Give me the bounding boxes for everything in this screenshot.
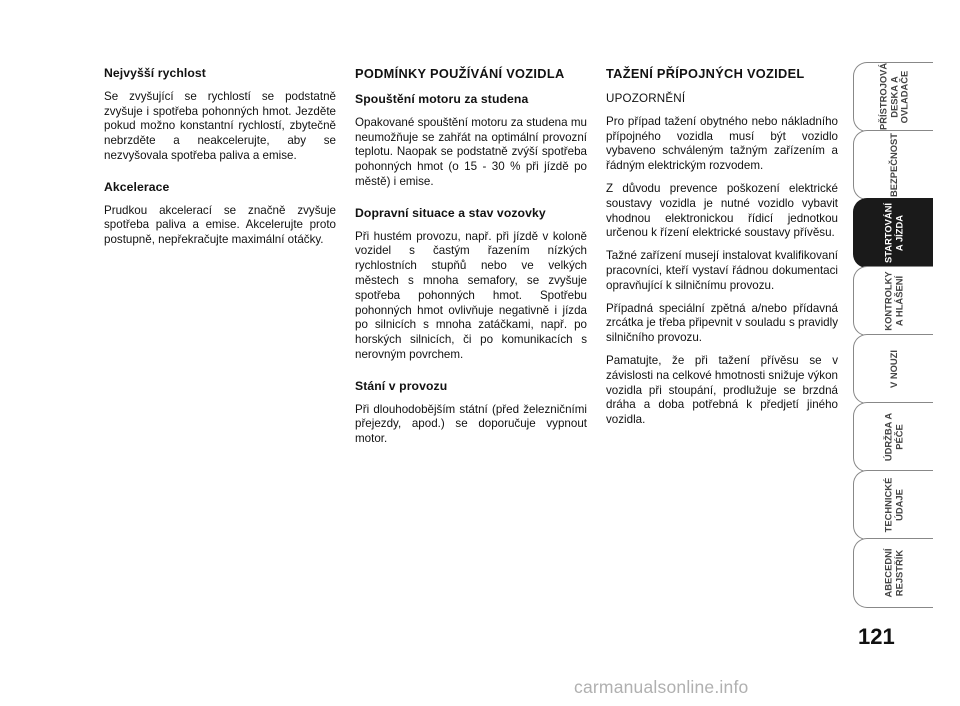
tab-instruments[interactable] (853, 62, 933, 132)
tab-warning-lights[interactable] (853, 266, 933, 336)
tab-starting-driving[interactable] (853, 198, 933, 268)
watermark: carmanualsonline.info (574, 677, 749, 697)
tab-label: BEZPEČNOST (887, 132, 899, 198)
tab-label: STARTOVÁNÍ A JÍZDA (882, 202, 904, 264)
paragraph-towing-1: Pro případ tažení obytného nebo nákladního přípojného vozidla musí být vozidlo vybaveno schváleným tažným zařízením a řádným elektrickým rozvodem. (606, 114, 838, 173)
tab-technical-data[interactable] (853, 470, 933, 540)
heading-traffic: Dopravní situace a stav vozovky (355, 205, 546, 220)
paragraph-towing-2: Z důvodu prevence poškození elektrické soustavy vozidla je nutné vozidlo vybavit vhodnou elektronickou řídicí jednotkou určenou k řízení elektrické soustavy přívěsu. (606, 181, 838, 240)
paragraph-towing-5: Pamatujte, že při tažení přívěsu se v závislosti na celkové hmotnosti snižuje výkon vozidla při stoupání, prodlužuje se brzdná dráha a doba potřebná k předjetí jiného vozidla. (606, 353, 838, 427)
heading-idling: Stání v provozu (355, 378, 448, 393)
left-column (104, 66, 336, 256)
heading-towing: TAŽENÍ PŘÍPOJNÝCH VOZIDEL (606, 66, 805, 81)
tab-label: V NOUZI (887, 349, 899, 389)
paragraph-towing-4: Případná speciální zpětná a/nebo přídavná zrcátka je třeba připevnit v souladu s pravidly silničního provozu. (606, 301, 838, 345)
paragraph-idling: Při dlouhodobějším státní (před železničními přejezdy, apod.) se doporučuje vypnout motor. (355, 402, 587, 446)
paragraph-cold-start: Opakované spouštění motoru za studena mu neumožňuje se zahřát na optimální provozní teplotu. Naopak se podstatně zvýší spotřeba pohonných hmot (o 15 - 30 % při jízdě po městě) i emise. (355, 115, 587, 188)
paragraph-acceleration: Prudkou akcelerací se značně zvyšuje spotřeba paliva a emise. Akcelerujte proto postupně, nepřekračujte maximální otáčky. (104, 203, 336, 247)
heading-vehicle-conditions: PODMÍNKY POUŽÍVÁNÍ VOZIDLA (355, 66, 565, 81)
tab-safety[interactable] (853, 130, 933, 200)
tab-label: KONTROLKY A HLÁŠENÍ (882, 271, 904, 331)
tab-maintenance[interactable] (853, 402, 933, 472)
warning-label: UPOZORNĚNÍ (606, 92, 686, 105)
middle-column (355, 66, 587, 455)
heading-acceleration: Akcelerace (104, 179, 170, 194)
heading-cold-start: Spouštění motoru za studena (355, 92, 529, 106)
tab-label: ÚDRŽBA A PÉČE (882, 412, 904, 462)
tab-label: TECHNICKÉ ÚDAJE (882, 477, 904, 533)
tab-label: PŘÍSTROJOVÁ DESKA A OVLADAČE (876, 62, 909, 130)
paragraph-top-speed: Se zvyšující se rychlostí se podstatně zvyšuje i spotřeba pohonných hmot. Jezděte pokud možno konstantní rychlostí, zbytečně nebrzděte a neakcelerujte, aby se nezvyšovala spotřeba paliva a emise. (104, 89, 336, 162)
page-number: 121 (858, 624, 895, 649)
tab-label: ABECEDNÍ REJSTŘÍK (882, 548, 904, 598)
paragraph-traffic: Při hustém provozu, např. při jízdě v koloně vozidel s častým řazením nízkých rychlostních stupňů nebo ve velkých městech s mnoha semafory, se zvyšuje spotřeba pohonných hmot. Spotřebu pohonných hmot ovlivňuje negativně i jízda po silnicích s mnoha zatáčkami, např. po horských silnicích, či po komunikacích s nerovným povrchem. (355, 229, 587, 361)
heading-top-speed: Nejvyšší rychlost (104, 66, 206, 80)
paragraph-towing-3: Tažné zařízení musejí instalovat kvalifikovaní pracovníci, kteří vystaví řádnou dokumentaci opravňující k silničnímu provozu. (606, 249, 838, 292)
right-column (606, 66, 838, 436)
tab-emergency[interactable] (853, 334, 933, 404)
tab-index[interactable] (853, 538, 933, 608)
